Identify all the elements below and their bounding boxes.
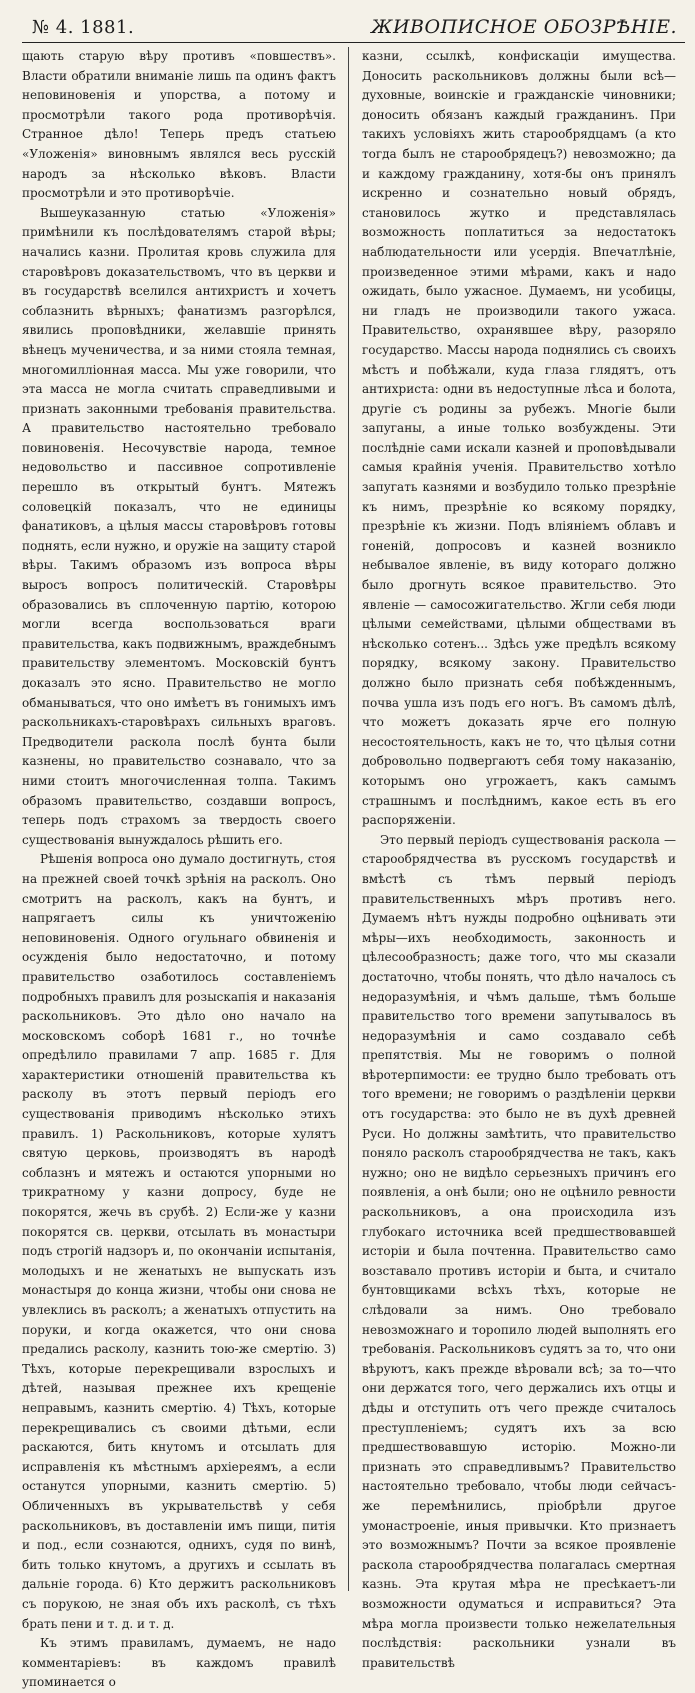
running-header xyxy=(22,0,685,43)
paragraph: Къ этимъ правиламъ, думаемъ, не надо комментаріевъ: въ каждомъ правилѣ упоминается о xyxy=(22,1636,336,1690)
magazine-title: ЖИВОПИСНОЕ ОБОЗРѢНІЕ. xyxy=(371,16,677,38)
left-column xyxy=(22,47,336,1690)
issue-number: № 4. 1881. xyxy=(32,17,135,38)
column-divider xyxy=(348,47,349,1591)
paragraph: Вышеуказанную статью «Уложенія» примѣнили къ послѣдователямъ старой вѣры; начались казни. Пролитая кровь служила для старовѣровъ доказательствомъ, что въ церкви и въ государствѣ вселился антихристъ и хочетъ соблазнить вѣрныхъ; фанатизмъ разгорѣлся, явились проповѣдники, желавшіе принять вѣнецъ мученичества, и за ними стояла темная, многомилліонная масса. Мы уже говорили, что эта масса не могла считать справедливыми и признать законными требованія правительства. А правительство настоятельно требовало повиновенія. Несочувствіе народа, темное недовольство и пассивное сопротивленіе перешло въ открытый бунтъ. Мятежъ соловецкій показалъ, что не единицы фанатиковъ, а цѣлыя массы старовѣровъ готовы поднять, если нужно, и оружіе на защиту старой вѣры. Такимъ образомъ изъ вопроса вѣры выросъ вопросъ политическій. Старовѣры образовались въ сплоченную партію, которою могли всегда воспользоваться враги правительства, какъ подвижнымъ, враждебнымъ правительству элементомъ. Московскій бунтъ доказалъ это ясно. Правительство не могло обманываться, что оно имѣетъ въ гонимыхъ имъ раскольникахъ-старовѣрахъ сильныхъ враговъ. Предводители раскола послѣ бунта были казнены, но правительство сознавало, что за ними стоитъ многочисленная толпа. Такимъ образомъ правительство, создавши вопросъ, теперь подъ страхомъ за твердость своего существованія вынуждалось рѣшить его. xyxy=(22,205,336,847)
paragraph: Это первый періодъ существованія раскола — старообрядчества въ русскомъ государствѣ и вмѣстѣ съ тѣмъ первый періодъ правительственныхъ мѣръ противъ него. Думаемъ нѣтъ нужды подробно оцѣнивать эти мѣры—ихъ необходимость, законность и цѣлесообразность; даже того, что мы сказали достаточно, чтобы понять, что дѣло началось съ недоразумѣнія, и чѣмъ дальше, тѣмъ больше правительство того времени запутывалось въ недоразумѣнія и само создавало себѣ препятствія. Мы не говоримъ о полной вѣротерпимости: ее трудно было требовать отъ того времени; не говоримъ о раздѣленіи церкви отъ государства: это было не въ духѣ древней Руси. Но должны замѣтить, что правительство поняло расколъ старообрядчества не такъ, какъ нужно; оно не видѣло серьезныхъ причинъ его появленія, а онѣ были; оно не оцѣнило ревности раскольниковъ, а она происходила изъ глубокаго источника всей предшествовавшей исторіи и была почтенна. Правительство само возставало противъ исторіи и быта, и считало бунтовщиками всѣхъ тѣхъ, которые не слѣдовали за нимъ. Оно требовало невозможнаго и торопило людей выполнять его требованія. Раскольниковъ судятъ за то, что они вѣруютъ, какъ прежде вѣровали всѣ; за то—что они держатся того, чего держались ихъ отцы и дѣды и отступить отъ чего прежде считалось преступленіемъ; судятъ ихъ за всю предшествовавшую исторію. Можно-ли признать это справедливымъ? Правительство настоятельно требовало, чтобы люди сейчасъ-же перемѣнились, пріобрѣли другое умонастроеніе, иныя привычки. Кто признаетъ это возможнымъ? Почти за всякое проявленіе раскола старообрядчества полагалась смертная казнь. Эта крутая мѣра не пресѣкаетъ-ли возможности одуматься и исправиться? Эта мѣра могла произвести только нежелательныя послѣдствія: раскольники узнали въ правительствѣ xyxy=(362,832,676,1670)
right-column xyxy=(362,47,676,1670)
paragraph: щають старую вѣру противъ «повшествъ». Власти обратили вниманіе лишь па одинъ фактъ неповиновенія и упорства, а потому и просмотрѣли такого рода противорѣчія. Странное дѣло! Теперь предъ статьею «Уложенія» виновнымъ являлся весь русскій народъ за нѣсколько вѣковъ. Власти просмотрѣли и это противорѣчіе. xyxy=(22,49,336,201)
paragraph: Рѣшенія вопроса оно думало достигнуть, стоя на прежней своей точкѣ зрѣнія на расколъ. Оно смотритъ на расколъ, какъ на бунтъ, и напрягаетъ силы къ уничтоженію неповиновенія. Одного огульнаго обвиненія и осужденія было недостаточно, и потому правительство озаботилось составленіемъ подробныхъ правилъ для розыскапія и наказанія раскольниковъ. Это дѣло оно начало на московскомъ соборѣ 1681 г., но точнѣе опредѣлило правилами 7 апр. 1685 г. Для характеристики отношеній правительства къ расколу въ этотъ первый періодъ его существованія приводимъ нѣсколько этихъ правилъ. 1) Раскольниковъ, которые хулятъ святую церковь, производятъ въ народѣ соблазнъ и мятежъ и остаются упорными но трикратному у казни допросу, буде не покорятся, жечь въ срубѣ. 2) Если-же у казни покорятся св. церкви, отсылать въ монастыри подъ строгій надзоръ и, по окончаніи испытанія, молодыхъ и не женатыхъ не выпускать изъ монастыря до конца жизни, чтобы они снова не увлеклись въ расколъ; а женатыхъ отпустить на поруки, и когда окажется, что они снова предались расколу, казнить тою-же смертію. 3) Тѣхъ, которые перекрещивали взрослыхъ и дѣтей, называя прежнее ихъ крещеніе неправымъ, казнить смертію. 4) Тѣхъ, которые перекрещивались съ своими дѣтьми, если раскаются, бить кнутомъ и отсылать для исправленія къ мѣстнымъ архіереямъ, а если останутся упорными, казнить смертію. 5) Обличенныхъ въ укрывательствѣ у себя раскольниковъ, въ доставленіи имъ пищи, питія и под., если сознаются, однихъ, судя по винѣ, бить только кнутомъ, а другихъ и ссылать въ дальніе города. 6) Кто держитъ раскольниковъ съ порукою, не зная объ ихъ расколѣ, съ тѣхъ брать пени и т. д. и т. д. xyxy=(22,852,336,1631)
text-columns xyxy=(22,47,685,1690)
paragraph: казни, ссылкѣ, конфискаціи имущества. Доносить раскольниковъ должны были всѣ—духовные, воинскіе и гражданскіе чиновники; доносить обязанъ каждый гражданинъ. При такихъ условіяхъ жить старообрядцамъ (а кто тогда былъ не старообрядецъ?) невозможно; да и каждому гражданину, хотя-бы онъ принялъ искренно и сознательно новый обрядъ, становилось жутко и представлялась возможность поплатиться за недостатокъ наблюдательности или усердія. Впечатлѣніе, произведенное этими мѣрами, какъ и надо ожидать, было ужасное. Думаемъ, ни усобицы, ни гладъ не производили такого ужаса. Правительство, охранявшее вѣру, разоряло государство. Массы народа поднялись съ своихъ мѣстъ и побѣжали, куда глаза глядятъ, отъ антихриста: одни въ недоступные лѣса и болота, другіе съ родины за рубежъ. Многіе были запуганы, а иные только возбуждены. Эти послѣдніе сами искали казней и проповѣдывали самыя крайнія ученія. Правительство хотѣло запугать казнями и возбудило только презрѣніе къ нимъ, презрѣніе ко всякому порядку, презрѣніе къ жизни. Подъ вліяніемъ облавъ и гоненій, допросовъ и казней возникло небывалое явленіе, въ виду котораго должно было дрогнуть всякое правительство. Это явленіе — самосожигательство. Жгли себя люди цѣлыми семействами, цѣлыми обществами въ нѣсколько сотенъ... Здѣсь уже предѣлъ всякому порядку, всякому закону. Правительство должно было признать себя побѣжденнымъ, почва ушла изъ подъ его ногъ. Въ самомъ дѣлѣ, что можетъ доказать ярче его полную несостоятельность, какъ не то, что цѣлыя сотни добровольно подвергаютъ себя тому наказанію, которымъ оно угрожаетъ, какъ самымъ страшнымъ и послѣднимъ, какое есть въ его распоряженіи. xyxy=(362,49,676,828)
